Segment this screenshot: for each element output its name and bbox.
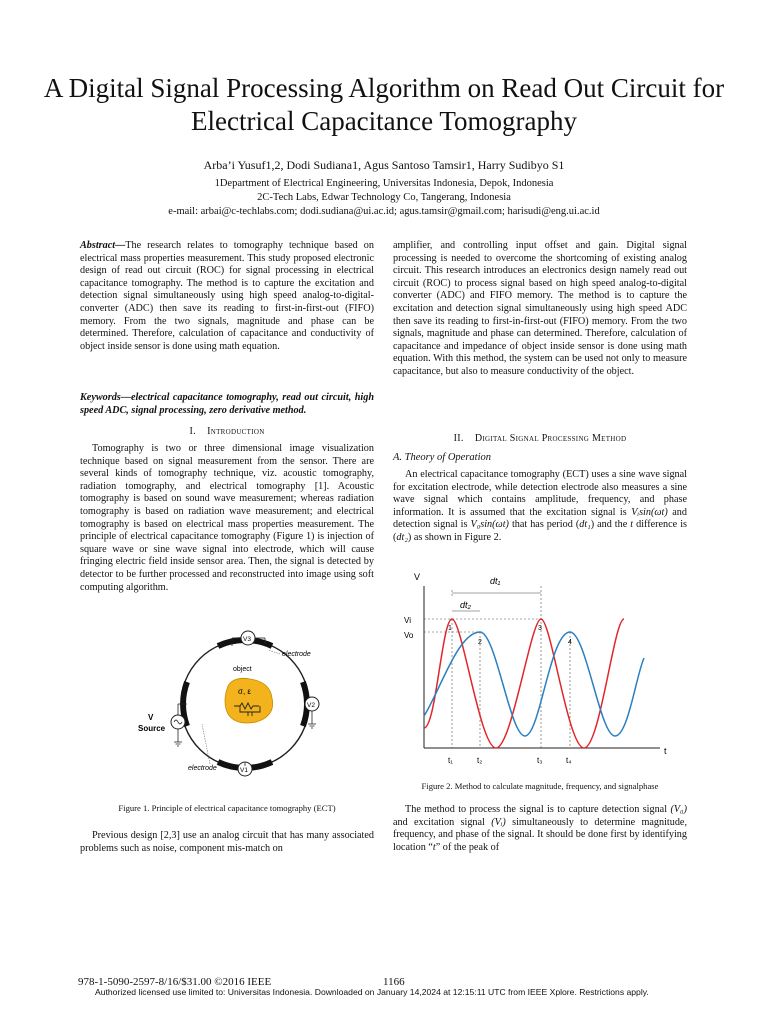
theory-text-6: ) as shown in Figure 2.: [407, 531, 502, 543]
author-emails: e-mail: arbai@c-techlabs.com; dodi.sudiana@ui.ac.id; agus.tamsir@gmail.com; harisudi@eng.ui.ac.id: [168, 206, 600, 217]
figure-1-ect-diagram: [130, 624, 340, 780]
excitation-signal-curve: [424, 619, 624, 748]
vi-label: Vi: [404, 616, 411, 625]
detection-signal-curve: [424, 632, 644, 736]
electrode-label-top: electrode: [282, 651, 311, 658]
theory-text-3: that has period (: [508, 519, 580, 531]
point-4-label: 4: [568, 639, 572, 646]
figure-2-signal-plot: [400, 566, 680, 772]
section-2-title: Digital Signal Processing Method: [474, 433, 627, 444]
introduction-continued: amplifier, and controlling input offset and gain. Digital signal processing is needed to overcome the shortcoming of existing analog circuit. This research introduces an electronics design namely read out circuit (ROC) to process signal based on high speed analog-to-digital converter (ADC) and FIFO memory. The method is to capture the excitation and detection signal simultaneously using high speed ADC then save its reading to first-in-first-out (FIFO) memory. From the two signals, magnitude and phase can determined. Therefore, calculation of capacitance and impedance of object inside sensor is done using math equation. With this method, the system can be used not only to measure capacitance, but also to measure conductivity of the object.: [393, 240, 687, 377]
keywords-label: Keywords—: [80, 392, 131, 403]
t-symbol: t: [630, 519, 634, 531]
detection-equation: V₀sin(ωt): [470, 519, 509, 531]
affiliation-1: 1Department of Electrical Engineering, Universitas Indonesia, Depok, Indonesia: [214, 178, 554, 189]
sigma-epsilon-label: σ, ε: [238, 687, 251, 696]
tick-t2: t₂: [477, 756, 483, 765]
abstract: [80, 240, 374, 353]
axis-x-label: t: [664, 746, 667, 756]
keywords: [80, 392, 374, 417]
tick-t1: t₁: [448, 756, 453, 765]
theory-text-1: An electrical capacitance tomography (ECT) uses a sine wave signal for excitation electrode, while detection electrode also measures a sine wave signal which contains amplitude, frequency, and phase information. It is assumed that the excitation signal is: [393, 469, 687, 518]
dt1-label: dt₁: [490, 576, 501, 586]
object-label: object: [233, 666, 252, 673]
section-2-heading: [393, 433, 687, 444]
v1-label: V1: [240, 767, 248, 774]
theory-paragraph: [393, 469, 687, 545]
theory-text-2: and detection signal is: [393, 506, 687, 531]
keywords-text: electrical capacitance tomography, read out circuit, high speed ADC, signal processing, zero derivative method.: [80, 392, 374, 416]
figure-1-caption: Figure 1. Principle of electrical capacitance tomography (ECT): [118, 803, 336, 813]
method-text-3: simultaneously to determine magnitude, frequency, and phase of the signal. It should be done first by identifying location “: [393, 816, 687, 853]
t-location-symbol: t: [432, 841, 436, 853]
paper-title: A Digital Signal Processing Algorithm on Read Out Circuit for Electrical Capacitance Tomography: [43, 73, 725, 136]
dt2-label: dt₂: [460, 600, 471, 610]
excitation-equation: Vᵢsin(ωt): [631, 506, 668, 518]
page-number: 1166: [383, 976, 405, 988]
figure-2-caption: Figure 2. Method to calculate magnitude, frequency, and signalphase: [421, 781, 659, 791]
tick-t4: t₄: [566, 756, 572, 765]
v3-label: V3: [243, 636, 251, 643]
section-2-number: II.: [453, 433, 464, 444]
abstract-label: Abstract—: [80, 240, 126, 251]
point-3-label: 3: [538, 625, 542, 632]
period-symbol: dt₁: [579, 519, 591, 531]
theory-text-5: difference is (: [393, 519, 687, 543]
method-text-1: The method to process the signal is to capture detection signal: [405, 804, 671, 815]
v2-label: V2: [307, 702, 315, 709]
previous-design-paragraph: Previous design [2,3] use an analog circuit that has many associated problems such as noise, component mis-match on: [80, 830, 374, 854]
vi-symbol: (Vᵢ): [491, 816, 506, 828]
object-blob: [225, 678, 273, 723]
isbn-copyright: 978-1-5090-2597-8/16/$31.00 ©2016 IEEE: [78, 976, 272, 988]
section-1-title: Introduction: [207, 426, 265, 437]
axis-y-label: V: [414, 572, 421, 582]
source-label: Source: [138, 724, 166, 733]
vo-symbol: (V₀): [670, 804, 687, 815]
subsection-a-heading: A. Theory of Operation: [393, 452, 491, 463]
method-text-4: ” of the peak of: [435, 841, 500, 853]
section-1-number: I.: [189, 426, 196, 437]
authorized-use-notice: Authorized licensed use limited to: Universitas Indonesia. Downloaded on January 14,2024 at 12:15:11 UTC from IEEE Xplore. Restrictions apply.: [95, 987, 649, 997]
point-2-label: 2: [478, 639, 482, 646]
source-v-label: V: [148, 713, 154, 722]
method-text-2: and excitation signal: [393, 816, 492, 828]
section-1-heading: [80, 426, 374, 437]
difference-symbol: dt₂: [396, 531, 408, 543]
vo-label: Vo: [404, 631, 414, 640]
abstract-text: The research relates to tomography technique based on electrical mass properties measurement. This study proposed electronic design of read out circuit (ROC) for signal processing in electrical capacitance tomography. The method is to capture the excitation and detection signal simultaneously using high speed analog-to-digital-converter (ADC) then save its reading to first-in-first-out (FIFO) memory. From the two signals, magnitude and phase can be determined. Therefore, calculation of capacitance and conductivity of object inside sensor is done using math equation.: [80, 240, 374, 352]
author-list: Arba’i Yusuf1,2, Dodi Sudiana1, Agus Santoso Tamsir1, Harry Sudibyo S1: [203, 158, 565, 172]
method-paragraph: [393, 804, 687, 854]
tick-t3: t₃: [537, 756, 543, 765]
theory-text-4: ) and the: [590, 519, 631, 531]
affiliation-2: 2C-Tech Labs, Edwar Technology Co, Tangerang, Indonesia: [257, 192, 511, 203]
electrode-label-bottom: electrode: [188, 765, 217, 772]
introduction-paragraph: Tomography is two or three dimensional image visualization technique based on signal measurement from the sensor. There are several kinds of tomography technique, viz. acoustic tomography, radiation tomography, and electrical tomography [1]. Acoustic tomography is based on sound wave measurement; whereas radiation tomography is based on radiation wave measurement; and electrical tomography is based on electrical mass properties measurement. The principle of electrical capacitance tomography (Figure 1) is injection of square wave or sine wave signal into electrode, which will cause fringing electric field inside sensor area. Then, the signal is detected by detector to be further processed and reconstructed into image using soft computing algorithm.: [80, 443, 374, 593]
point-1-label: 1: [448, 625, 452, 632]
